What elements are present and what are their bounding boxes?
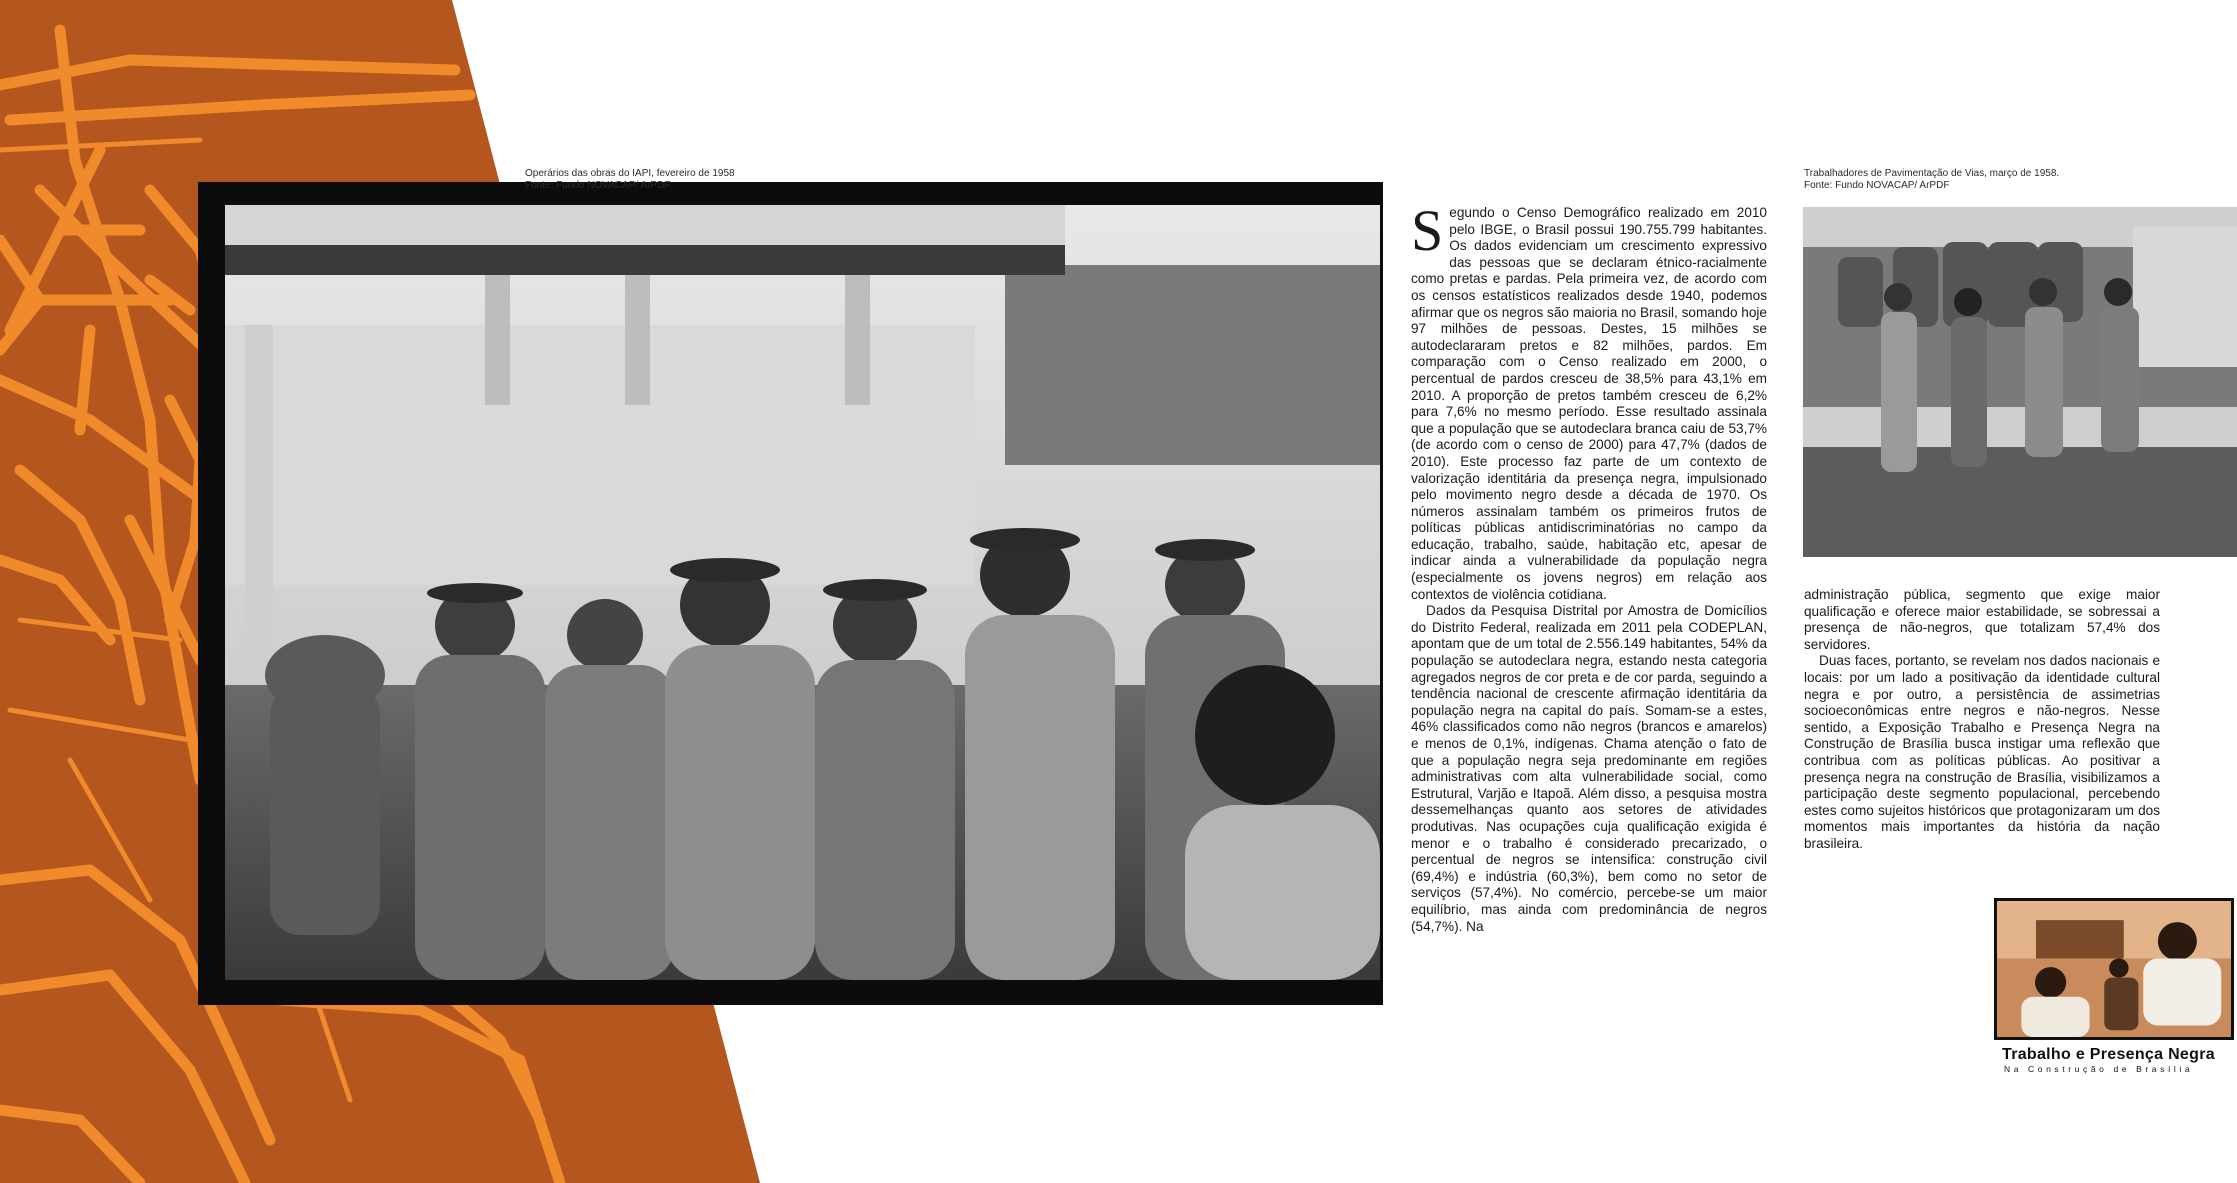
logo-photo <box>1994 898 2234 1040</box>
dropcap-letter: S <box>1411 198 1444 263</box>
article-column-1 <box>1411 198 1767 935</box>
paving-workers-photo <box>1803 207 2237 557</box>
logo-subtitle: Na Construção de Brasília <box>2004 1064 2194 1074</box>
caption-right <box>1804 168 2059 192</box>
caption-left-source: Fonte: Fundo NOVACAP/ ArPDF <box>525 180 671 191</box>
caption-left-title: Operários das obras do IAPI, fevereiro de 1958 <box>525 168 735 179</box>
caption-right-source: Fonte: Fundo NOVACAP/ ArPDF <box>1804 180 1950 191</box>
article-paragraph-4: Duas faces, portanto, se revelam nos dados nacionais e locais: por um lado a positivação da identidade cultural negra e por outro, a persistência de assimetrias socioeconômicas entre negros e não-negros. Nesse sentido, a Exposição Trabalho e Presença Negra na Construção de Brasília busca instigar uma reflexão que contribua com as políticas públicas. Ao positivar a presença negra na construção de Brasília, visibilizamos a participação deste segmento populacional, percebendo estes como sujeitos históricos que protagonizaram um dos momentos mais importantes da história da nação brasileira. <box>1804 653 2160 851</box>
article-paragraph-3: administração pública, segmento que exige maior qualificação e oferece maior estabilidade, se sobressai a presença de não-negros, que totalizam 57,4% dos servidores. <box>1804 587 2160 652</box>
caption-left <box>525 168 735 192</box>
article-paragraph-1 <box>1411 198 1767 603</box>
article-paragraph-2: Dados da Pesquisa Distrital por Amostra de Domicílios do Distrito Federal, realizada em 2011 pela CODEPLAN, apontam que de um total de 2.556.149 habitantes, 54% da população se autodeclara negra, estando nesta categoria agregados negros de cor preta e de cor parda, seguindo a tendência nacional de crescente afirmação identitária da população negra na capital do país. Somam-se a estes, 46% classificados como não negros (brancos e amarelos) e menos de 0,1%, indígenas. Chama atenção o fato de que a população negra seja predominante em regiões administrativas com alta vulnerabilidade social, como Estrutural, Varjão e Itapoã. Além disso, a pesquisa mostra dessemelhanças quanto aos setores de atividades produtivas. Nas ocupações cuja qualificação exigida é menor e o trabalho é considerado precarizado, o percentual de negros se intensifica: construção civil (69,4%) e indústria (60,3%), bem como no setor de serviços (57,4%). No comércio, percebe-se um maior equilíbrio, mas ainda com predominância de negros (54,7%). Na <box>1411 603 1767 934</box>
logo-title: Trabalho e Presença Negra <box>2002 1046 2215 1063</box>
caption-right-title: Trabalhadores de Pavimentação de Vias, março de 1958. <box>1804 168 2060 179</box>
exhibition-logo <box>1992 898 2237 1078</box>
paragraph-1-text: egundo o Censo Demográfico realizado em 2010 pelo IBGE, o Brasil possui 190.755.799 habitantes. Os dados evidenciam um crescimento expressivo das pessoas que se declaram étnico-racialmente como pretas e pardas. Pela primeira vez, de acordo com os censos estatísticos realizados desde 1940, podemos afirmar que os negros são maioria no Brasil, somando hoje 97 milhões de pessoas. Destes, 15 milhões se autodeclararam pretos e 82 milhões, pardos. Em comparação com o Censo realizado em 2000, o percentual de pardos cresceu de 38,5% para 43,1% em 2010. A proporção de pretos também cresceu de 6,2% para 7,6% no mesmo período. Esse resultado assinala que a população que se autodeclara branca caiu de 53,7% (de acordo com o censo de 2000) para 47,7% (dados de 2010). Este processo faz parte de um contexto de valorização identitária da presença negra, impulsionado pelo movimento negro desde a década de 1970. Os números assinalam também os primeiros frutos de políticas públicas antidiscriminatórias no campo da educação, trabalho, saúde, habitação etc, apesar de indicar ainda a vulnerabilidade da população negra (especialmente os jovens negros) em relação aos contextos de violência cotidiana. <box>1411 205 1767 602</box>
article-column-2 <box>1804 587 2160 853</box>
workers-photo <box>225 205 1380 980</box>
